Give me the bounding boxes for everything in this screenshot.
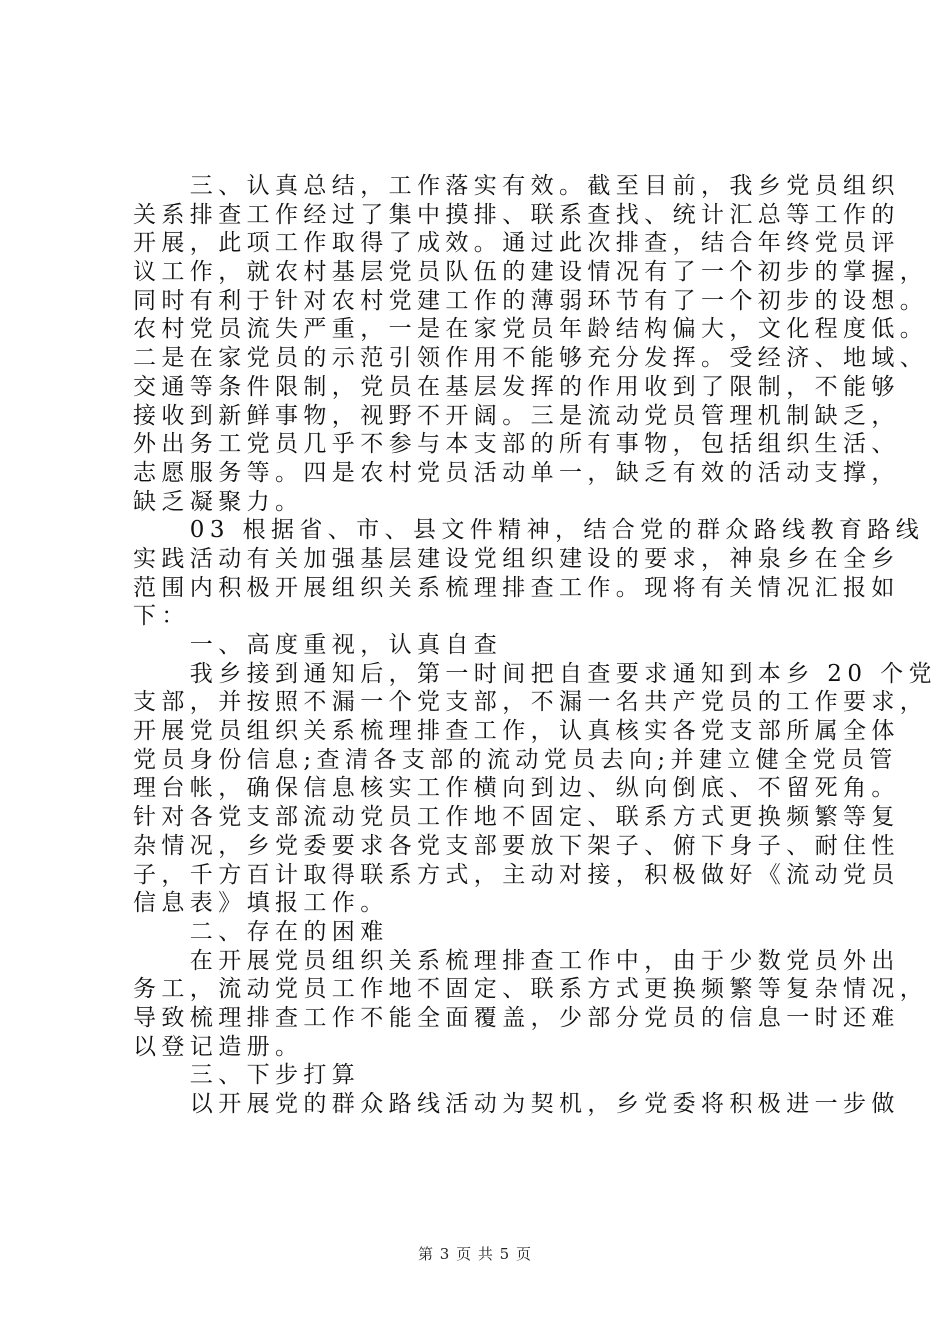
text-line: 议工作，就农村基层党员队伍的建设情况有了一个初步的掌握， — [133, 259, 929, 286]
text-line: 导致梳理排查工作不能全面覆盖，少部分党员的信息一时还难 — [133, 1004, 900, 1031]
text-line: 党员身份信息;查清各支部的流动党员去向;并建立健全党员管 — [133, 746, 898, 773]
text-line: 志愿服务等。四是农村党员活动单一，缺乏有效的活动支撑， — [133, 459, 900, 486]
text-line: 三、认真总结，工作落实有效。截至目前，我乡党员组织 — [133, 173, 900, 199]
text-line: 外出务工党员几乎不参与本支部的所有事物，包括组织生活、 — [133, 431, 900, 458]
text-line: 交通等条件限制，党员在基层发挥的作用收到了限制，不能够 — [133, 373, 900, 400]
text-line: 开展党员组织关系梳理排查工作，认真核实各党支部所属全体 — [133, 718, 900, 745]
text-line: 子，千方百计取得联系方式，主动对接，积极做好《流动党员 — [133, 861, 900, 888]
page-number-footer: 第 3 页 共 5 页 — [418, 1245, 532, 1263]
text-line: 农村党员流失严重，一是在家党员年龄结构偏大，文化程度低。 — [133, 316, 929, 343]
text-line: 二是在家党员的示范引领作用不能够充分发挥。受经济、地域、 — [133, 345, 929, 372]
text-line: 03 根据省、市、县文件精神，结合党的群众路线教育路线 — [133, 517, 925, 544]
text-line: 下： — [133, 603, 190, 630]
text-line: 范围内积极开展组织关系梳理排查工作。现将有关情况汇报如 — [133, 574, 900, 601]
text-line: 在开展党员组织关系梳理排查工作中，由于少数党员外出 — [133, 947, 900, 974]
text-line: 实践活动有关加强基层建设党组织建设的要求，神泉乡在全乡 — [133, 545, 900, 572]
section-heading: 一、高度重视，认真自查 — [133, 632, 503, 658]
text-line: 理台帐，确保信息核实工作横向到边、纵向倒底、不留死角。 — [133, 775, 900, 802]
section-heading: 二、存在的困难 — [133, 918, 389, 945]
text-line: 同时有利于针对农村党建工作的薄弱环节有了一个初步的设想。 — [133, 287, 929, 314]
text-line: 我乡接到通知后，第一时间把自查要求通知到本乡 20 个党 — [133, 660, 937, 687]
text-line: 开展，此项工作取得了成效。通过此次排查，结合年终党员评 — [133, 230, 900, 257]
document-body — [133, 172, 937, 1119]
text-line: 以开展党的群众路线活动为契机，乡党委将积极进一步做 — [133, 1091, 900, 1117]
text-line: 针对各党支部流动党员工作地不固定、联系方式更换频繁等复 — [133, 804, 900, 831]
text-line: 杂情况，乡党委要求各党支部要放下架子、俯下身子、耐住性 — [133, 832, 900, 859]
section-heading: 三、下步打算 — [133, 1062, 361, 1089]
text-line: 关系排查工作经过了集中摸排、联系查找、统计汇总等工作的 — [133, 201, 900, 228]
text-line: 支部，并按照不漏一个党支部，不漏一名共产党员的工作要求， — [133, 689, 929, 716]
text-line: 信息表》填报工作。 — [133, 890, 389, 917]
text-line: 以登记造册。 — [133, 1033, 304, 1060]
text-line: 缺乏凝聚力。 — [133, 488, 304, 515]
text-line: 接收到新鲜事物，视野不开阔。三是流动党员管理机制缺乏， — [133, 402, 900, 429]
text-line: 务工，流动党员工作地不固定、联系方式更换频繁等复杂情况， — [133, 976, 929, 1003]
